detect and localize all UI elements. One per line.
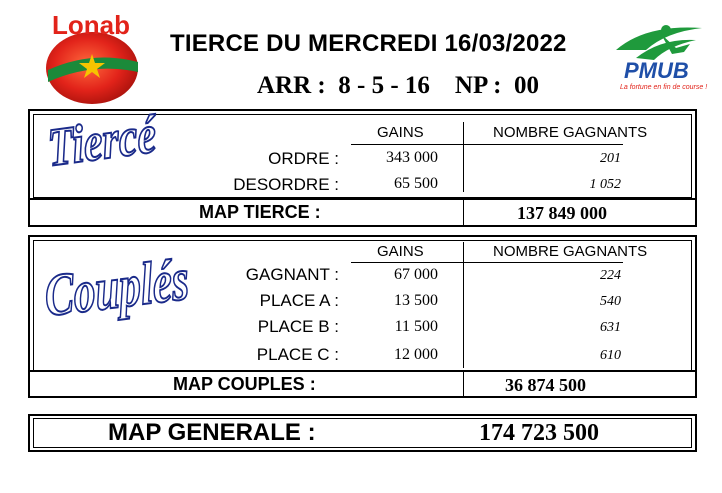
page-title: TIERCE DU MERCREDI 16/03/2022 <box>170 30 567 57</box>
couples-col-gains: GAINS <box>377 243 424 260</box>
couples-map-row <box>28 370 697 398</box>
tierce-header-rule <box>351 144 623 145</box>
pmub-tagline: La fortune en fin de course ! <box>620 84 708 91</box>
couples-row-gains: 12 000 <box>394 346 438 363</box>
couples-row-winners: 631 <box>600 320 621 335</box>
pmub-logo-text: PMUB <box>624 58 689 83</box>
couples-row-label: PLACE B : <box>257 317 339 336</box>
general-map-value: 174 723 500 <box>479 420 599 446</box>
lonab-logo <box>44 10 144 106</box>
arr-value: 8 - 5 - 16 <box>338 72 430 99</box>
couples-col-winners: NOMBRE GAGNANTS <box>493 243 648 260</box>
tierce-col-gains: GAINS <box>377 124 424 141</box>
tierce-row-gains: 65 500 <box>394 175 438 192</box>
couples-row-winners: 224 <box>600 268 621 283</box>
couples-row-label: GAGNANT : <box>245 265 339 284</box>
couples-map-label: MAP COUPLES : <box>173 374 316 394</box>
arrival-line <box>257 72 539 100</box>
tierce-map-label: MAP TIERCE : <box>199 202 321 222</box>
tierce-map-divider <box>463 199 464 226</box>
couples-col-divider <box>463 242 464 368</box>
couples-row-label: PLACE C : <box>256 345 339 364</box>
lonab-logo-text: Lonab <box>52 10 130 40</box>
tierce-map-value: 137 849 000 <box>517 203 607 223</box>
couples-row-gains: 11 500 <box>394 318 438 335</box>
tierce-col-winners: NOMBRE GAGNANTS <box>493 124 648 141</box>
tierce-row-gains: 343 000 <box>386 149 438 166</box>
tierce-col-divider <box>463 122 464 192</box>
couples-row-winners: 540 <box>600 294 621 309</box>
couples-row-winners: 610 <box>600 348 621 363</box>
couples-header-rule <box>351 262 623 263</box>
couples-row-label: PLACE A : <box>259 291 339 310</box>
pmub-logo <box>606 20 710 100</box>
couples-map-value: 36 874 500 <box>505 375 586 395</box>
np-label: NP : <box>454 72 502 99</box>
np-value: 00 <box>513 72 539 99</box>
tierce-row-winners: 201 <box>600 151 621 166</box>
couples-row-gains: 13 500 <box>394 292 438 309</box>
tierce-row-winners: 1 052 <box>589 177 621 192</box>
couples-section-title: Couplés <box>42 245 191 329</box>
couples-row-gains: 67 000 <box>394 266 438 283</box>
tierce-row-label: DESORDRE : <box>233 175 339 194</box>
couples-map-divider <box>463 371 464 397</box>
tierce-row-label: ORDRE : <box>268 149 339 168</box>
general-map-label: MAP GENERALE : <box>108 419 316 446</box>
tierce-section-title: Tiercé <box>45 103 159 178</box>
arr-label: ARR : <box>257 72 326 99</box>
